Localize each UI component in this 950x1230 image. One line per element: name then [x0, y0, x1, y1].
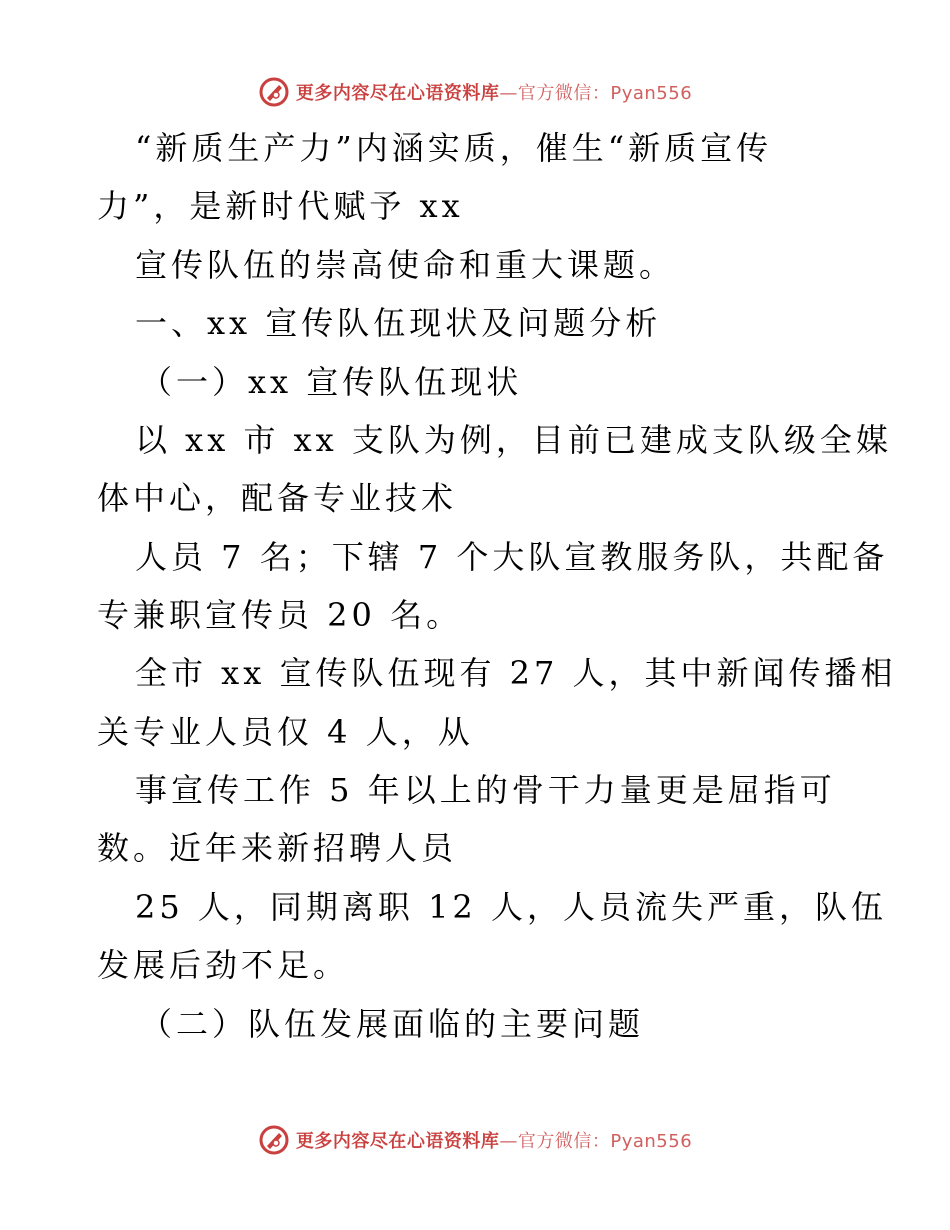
- doc-line: 宣传队伍的崇高使命和重大课题。: [135, 246, 676, 284]
- watermark-text: [296, 1127, 692, 1153]
- doc-line: “新质生产力”内涵实质，催生“新质宣传: [135, 129, 773, 167]
- doc-line: 数。近年来新招聘人员: [97, 829, 458, 867]
- watermark-dash: —: [499, 1131, 518, 1152]
- doc-line: 体中心，配备专业技术: [97, 479, 458, 517]
- watermark-dash: —: [499, 83, 518, 104]
- pen-seal-icon: [258, 76, 290, 108]
- subsection-heading: （一）xx 宣传队伍现状: [140, 363, 523, 401]
- doc-line: 力”，是新时代赋予 xx: [97, 187, 464, 225]
- footer-watermark: [0, 1120, 950, 1160]
- doc-line: 事宣传工作 5 年以上的骨干力量更是屈指可: [135, 771, 836, 809]
- doc-line: 人员 7 名；下辖 7 个大队宣教服务队，共配备: [135, 538, 889, 576]
- subsection-heading: （二）队伍发展面临的主要问题: [140, 1005, 645, 1043]
- watermark-wechat-text: 官方微信：Pyan556: [517, 83, 693, 104]
- watermark-text: [296, 79, 692, 105]
- doc-line: 关专业人员仅 4 人，从: [97, 713, 474, 751]
- watermark-site-text: 更多内容尽在心语资料库: [295, 83, 500, 104]
- doc-line: 以 xx 市 xx 支队为例，目前已建成支队级全媒: [135, 421, 892, 459]
- doc-line: 发展后劲不足。: [97, 946, 350, 984]
- pen-seal-icon: [258, 1124, 290, 1156]
- doc-line: 专兼职宣传员 20 名。: [97, 596, 463, 634]
- watermark-wechat-text: 官方微信：Pyan556: [517, 1131, 693, 1152]
- doc-line: 25 人，同期离职 12 人，人员流失严重，队伍: [135, 888, 887, 926]
- section-heading: 一、xx 宣传队伍现状及问题分析: [135, 304, 662, 342]
- header-watermark: [0, 72, 950, 112]
- watermark-site-text: 更多内容尽在心语资料库: [295, 1131, 500, 1152]
- doc-line: 全市 xx 宣传队伍现有 27 人，其中新闻传播相: [135, 654, 897, 692]
